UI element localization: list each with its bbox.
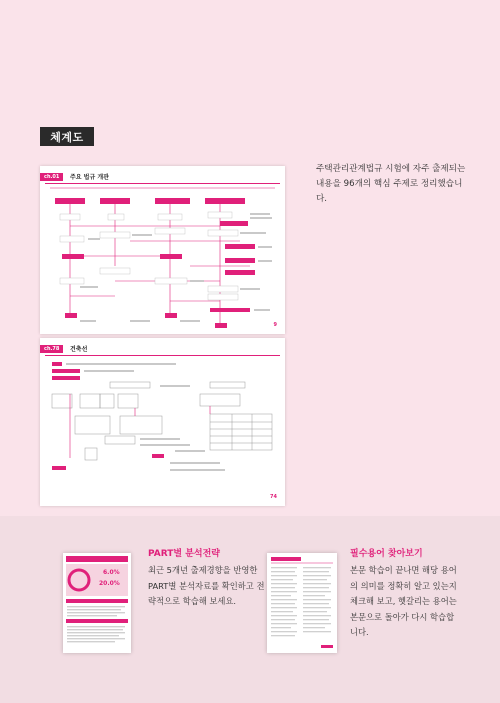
section-badge: 체계도	[40, 127, 94, 146]
analysis-description: 최근 5개년 출제경향을 반영한 PART별 분석자료를 확인하고 전략적으로 학습해 보세요.	[148, 565, 265, 606]
page-rule	[45, 183, 280, 184]
flowchart-diagram	[40, 166, 285, 334]
intro-text: 주택관리관계법규 시험에 자주 출제되는 내용을 96개의 핵심 주제로 정리했습니다.	[316, 164, 466, 204]
analysis-thumbnail-graphic	[63, 553, 131, 653]
page-tab: ch.78	[40, 345, 63, 353]
analysis-stat-2: 20.0%	[99, 580, 120, 587]
doc-page-flowchart	[40, 166, 285, 334]
page-rule	[45, 355, 280, 356]
page-title: 주요 법규 개관	[70, 174, 109, 181]
doc-page-building-line	[40, 338, 285, 506]
analysis-thumbnail	[63, 553, 131, 653]
page-tab: ch.01	[40, 173, 63, 181]
page-number: 74	[270, 494, 277, 500]
page-title: 건축선	[70, 346, 88, 353]
terms-thumbnail-graphic	[267, 553, 337, 653]
terms-title: 필수용어 찾아보기	[350, 549, 423, 559]
building-line-diagram	[40, 338, 285, 506]
analysis-stat-1: 6.0%	[103, 569, 120, 576]
terms-thumbnail	[267, 553, 337, 653]
analysis-title: PART별 분석전략	[148, 549, 221, 559]
terms-description: 본문 학습이 끝나면 해당 용어의 의미를 정확히 알고 있는지 체크해 보고, 헷갈리는 용어는 본문으로 돌아가 다시 학습합니다.	[350, 565, 457, 637]
page-number: 9	[273, 322, 277, 328]
